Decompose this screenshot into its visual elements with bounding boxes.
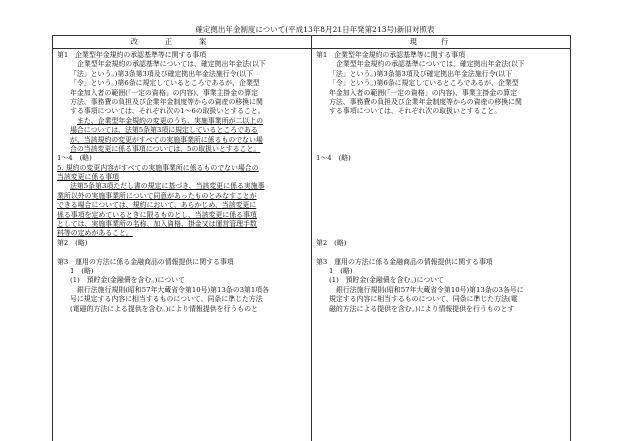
line-text: する事項については、それぞれ次の1～6の取扱いとすること。 xyxy=(70,107,265,116)
line-text: 第2 (略) xyxy=(316,238,347,247)
line-text: (電磁的方法による提供を含む。)により情報提供を行うものと xyxy=(70,304,258,313)
line-text: 年金加入者の範囲(「一定の資格」の内容)、事業主掛金の算定 xyxy=(70,88,258,97)
right-text-line xyxy=(316,182,566,191)
left-text-line xyxy=(57,79,307,88)
left-text-line xyxy=(57,267,307,276)
current-text xyxy=(312,49,570,314)
comparison-table xyxy=(52,35,571,441)
line-text: 銀行法施行規則(昭和57年大蔵省令第10号)第13条の3各号に xyxy=(336,285,524,294)
right-text-line xyxy=(316,220,566,229)
line-text: 「令」という。)第6条に規定しているところであるが、企業型 xyxy=(70,79,260,88)
left-text-line xyxy=(57,89,307,98)
line-text: 第3 運用の方法に係る金融商品の情報提供に関する事項 xyxy=(316,257,493,266)
left-text-line xyxy=(57,98,307,107)
line-text: 5. 規約の変更内容がすべての実施事業所に係るものでない場合の xyxy=(57,163,259,172)
right-text-line xyxy=(316,248,566,257)
right-text-line xyxy=(316,107,566,116)
right-text-line xyxy=(316,89,566,98)
line-text: (1) 預貯金(金融債を含む。)について xyxy=(70,276,185,285)
line-text: 企業型年金規約の承認基準については、確定拠出年金法(以下 xyxy=(336,60,525,69)
line-text: 規定する内容に相当するものについて、同条に準じた方法(電 xyxy=(329,295,518,304)
left-text-line xyxy=(57,126,307,135)
line-text: 第3 運用の方法に係る金融商品の情報提供に関する事項 xyxy=(57,257,234,266)
right-text-line xyxy=(316,51,566,60)
right-text-line xyxy=(316,239,566,248)
right-text-line xyxy=(316,305,566,314)
line-text: 第1 企業型年金規約の承認基準等に関する事項 xyxy=(316,51,466,59)
left-text-line xyxy=(57,154,307,163)
line-text: 1 (略) xyxy=(329,266,353,275)
line-text: 「令」という。)第6条に規定しているところであるが、企業型 xyxy=(329,79,519,88)
line-text: 1 (略) xyxy=(70,266,94,275)
current-column xyxy=(312,49,571,441)
right-text-line xyxy=(316,211,566,220)
column-header-current: 現行 xyxy=(312,36,571,49)
line-text: が、当該規約の変更がすべての実施事業所に係るものでない場 xyxy=(70,135,263,144)
left-text-line xyxy=(57,117,307,126)
left-text-line xyxy=(57,107,307,116)
left-text-line xyxy=(57,136,307,145)
line-text: 企業型年金規約の承認基準については、確定拠出年金法(以下 xyxy=(77,60,266,69)
revision-column xyxy=(53,49,312,441)
right-text-line xyxy=(316,295,566,304)
line-text: 方法、事務費の負担及び企業年金制度等からの資産の移換に関 xyxy=(70,97,263,106)
line-text: 料等の定めがあること。 xyxy=(57,229,133,238)
line-text: としては、実施事業所の名称、加入資格、掛金又は運営管理手数 xyxy=(57,220,257,229)
left-text-line xyxy=(57,286,307,295)
document-title: 確定拠出年金制度について(平成13年8月21日年発第213号)新旧対照表 xyxy=(195,25,435,34)
line-text: 第2 (略) xyxy=(57,238,88,247)
line-text: 銀行法施行規則(昭和57年大蔵省令第10号)第13条の3第1項各 xyxy=(77,285,270,294)
right-text-line xyxy=(316,258,566,267)
column-header-revision: 改正案 xyxy=(53,36,312,49)
right-text-line xyxy=(316,164,566,173)
right-text-line xyxy=(316,126,566,135)
line-text: 当該変更に係る事項 xyxy=(57,173,120,182)
line-text: 「法」という。)第3条第3項及び確定拠出年金法施行令(以下 xyxy=(329,69,512,78)
left-text-line xyxy=(57,295,307,304)
right-text-line xyxy=(316,192,566,201)
left-text-line xyxy=(57,60,307,69)
line-text: 1～4 (略) xyxy=(316,154,351,163)
left-text-line xyxy=(57,258,307,267)
line-text: また、企業型年金規約の変更のうち、実施事業所が二以上の xyxy=(77,116,264,125)
line-text: 方法、事務費の負担及び企業年金制度等からの資産の移換に関 xyxy=(329,97,522,106)
right-text-line xyxy=(316,154,566,163)
line-text: 号に規定する内容に相当するものについて、同条に準じた方法 xyxy=(70,295,263,304)
right-text-line xyxy=(316,117,566,126)
left-text-line xyxy=(57,145,307,154)
right-text-line xyxy=(316,60,566,69)
line-text: 場合については、法第5条第3項に規定しているところである xyxy=(70,126,258,135)
left-text-line xyxy=(57,239,307,248)
revision-text xyxy=(53,49,311,314)
right-text-line xyxy=(316,98,566,107)
line-text: (1) 預貯金(金融債を含む。)について xyxy=(329,276,444,285)
left-text-line xyxy=(57,220,307,229)
line-text: できる場合については、規約において、あらかじめ、当該変更に xyxy=(57,201,257,210)
left-text-line xyxy=(57,51,307,60)
line-text: 磁的方法による提供を含む。)により情報提供を行うものとす xyxy=(329,304,515,313)
line-text: 「法」という。)第3条第3項及び確定拠出年金法施行令(以下 xyxy=(70,69,253,78)
line-text: 合の当該変更に係る事項については、5の取扱いとすること。 xyxy=(70,144,261,153)
right-text-line xyxy=(316,286,566,295)
line-text: 1～4 (略) xyxy=(57,154,92,163)
right-text-line xyxy=(316,136,566,145)
left-text-line xyxy=(57,182,307,191)
left-text-line xyxy=(57,276,307,285)
line-text: 係る事項を定めているときに限るものとし、当該変更に係る事項 xyxy=(57,210,257,219)
right-text-line xyxy=(316,276,566,285)
left-text-line xyxy=(57,70,307,79)
left-text-line xyxy=(57,305,307,314)
left-text-line xyxy=(57,248,307,257)
left-text-line xyxy=(57,164,307,173)
right-text-line xyxy=(316,229,566,238)
left-text-line xyxy=(57,201,307,210)
right-text-line xyxy=(316,145,566,154)
left-text-line xyxy=(57,192,307,201)
line-text: 法第5条第3項ただし書の規定に基づき、当該変更に係る実施事 xyxy=(70,182,265,191)
left-text-line xyxy=(57,211,307,220)
left-text-line xyxy=(57,173,307,182)
right-text-line xyxy=(316,173,566,182)
line-text: 年金加入者の範囲(「一定の資格」の内容)、事業主掛金の算定 xyxy=(329,88,517,97)
right-text-line xyxy=(316,70,566,79)
right-text-line xyxy=(316,79,566,88)
right-text-line xyxy=(316,201,566,210)
left-text-line xyxy=(57,229,307,238)
line-text: 第1 企業型年金規約の承認基準等に関する事項 xyxy=(57,51,207,59)
line-text: 業所以外の実施事業所について同意があったものとみなすことが xyxy=(57,191,257,200)
line-text: する事項については、それぞれ次の取扱いとすること。 xyxy=(329,107,502,116)
right-text-line xyxy=(316,267,566,276)
